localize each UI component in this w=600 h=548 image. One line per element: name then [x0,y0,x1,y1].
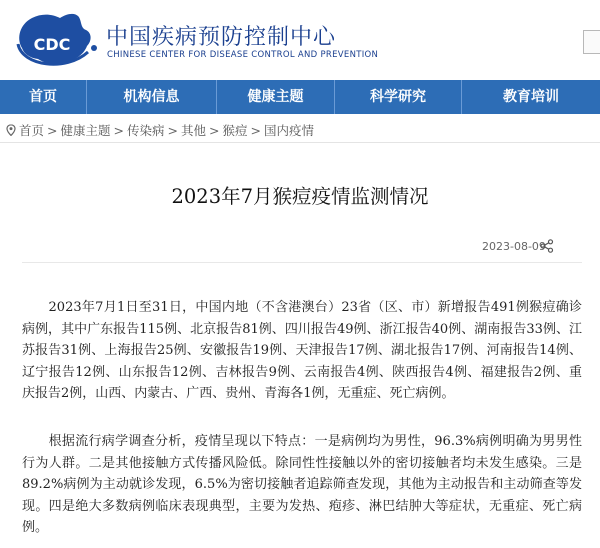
cdc-logo[interactable] [8,8,100,72]
nav-item-education[interactable]: 教育培训 [503,89,559,105]
breadcrumb-domestic-outbreak[interactable]: 国内疫情 [264,123,315,138]
nav-item-institution[interactable]: 机构信息 [87,80,217,114]
share-icon[interactable] [540,239,554,253]
date-divider [22,262,582,263]
breadcrumb-home[interactable]: 首页 [19,123,45,138]
breadcrumb-separator: > [47,122,58,138]
logo-text: CDC [33,35,71,54]
breadcrumb-infectious-disease[interactable]: 传染病 [127,123,165,138]
breadcrumb-other[interactable]: 其他 [181,123,207,138]
breadcrumb-mpox[interactable]: 猴痘 [222,123,248,138]
article-paragraph-1: 2023年7月1日至31日，中国内地（不含港澳台）23省（区、市）新增报告491例猴痘确诊病例，其中广东报告115例、北京报告81例、四川报告49例、浙江报告40例、湖南报告33例、江苏报告31例、上海报告25例、安徽报告19例、天津报告17例、湖北报告17例、河南报告14例、辽宁报告12例、山东报告12例、吉林报告9例、云南报告4例、陕西报告4例、福建报告2例、重庆报告2例，山西、内蒙古、广西、贵州、青海各1例，无重症、死亡病例。 [22,300,582,401]
breadcrumb-separator: > [209,122,220,138]
breadcrumb-health-topics[interactable]: 健康主题 [60,123,111,138]
article-title: 2023年7月猴痘疫情监测情况 [171,185,429,208]
breadcrumb-divider [0,142,600,143]
header-search-box[interactable] [583,30,600,54]
location-pin-icon [6,124,16,136]
main-nav [0,80,600,114]
article-paragraph-2: 根据流行病学调查分析，疫情呈现以下特点：一是病例均为男性，96.3%病例明确为男男性行为人群。二是其他接触方式传播风险低。除同性性接触以外的密切接触者均未发生感染。三是89.2%病例为主动就诊发现，6.5%为密切接触者追踪筛查发现，其他为主动报告和主动筛查等发现。四是绝大多数病例临床表现典型，主要为发热、疱疹、淋巴结肿大等症状，无重症、死亡病例。 [22,434,582,535]
article-date: 2023-08-09 [482,240,546,253]
breadcrumb-separator: > [113,122,124,138]
nav-item-research[interactable]: 科学研究 [335,80,462,114]
site-header [0,0,600,80]
breadcrumb-separator: > [167,122,178,138]
org-name-cn: 中国疾病预防控制中心 [106,25,337,50]
nav-item-health-topics[interactable]: 健康主题 [217,80,335,114]
nav-item-home[interactable]: 首页 [0,80,87,114]
breadcrumb [6,121,314,139]
org-name-en: CHINESE CENTER FOR DISEASE CONTROL AND PREVENTION [107,50,379,60]
breadcrumb-separator: > [250,122,261,138]
